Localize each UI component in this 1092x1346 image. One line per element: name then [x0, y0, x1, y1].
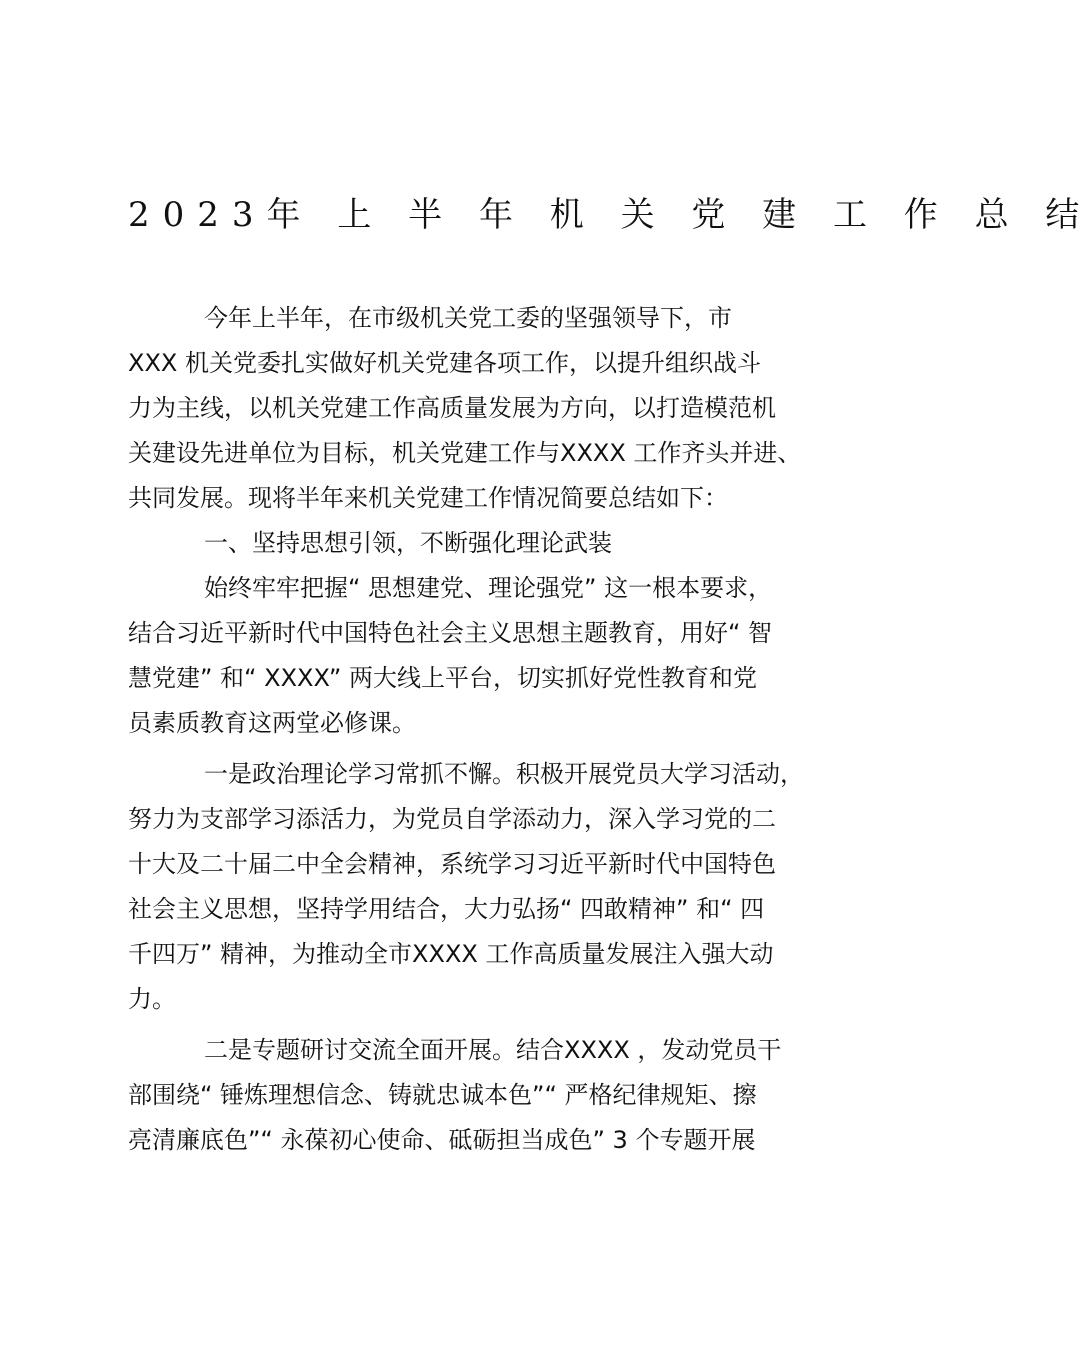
text-line: XXX 机关党委扎实做好机关党建各项工作，以提升组织战斗 — [128, 349, 761, 377]
text-line: 始终牢牢把握“ 思想建党、理论强党” 这一根本要求， — [204, 574, 773, 602]
paragraph-section1-1 — [128, 566, 858, 746]
section-heading — [128, 521, 858, 566]
text-line: 部围绕“ 锤炼理想信念、铸就忠诚本色”“ 严格纪律规矩、擦 — [128, 1081, 757, 1109]
text-line: 力为主线，以机关党建工作高质量发展为方向，以打造模范机 — [128, 394, 776, 422]
text-line: 社会主义思想，坚持学用结合，大力弘扬“ 四敢精神” 和“ 四 — [128, 895, 765, 923]
paragraph-section1-2 — [128, 752, 858, 1022]
text-line: 亮清廉底色”“ 永葆初心使命、砥砺担当成色” 3 个专题开展 — [128, 1126, 756, 1154]
text-line: 十大及二十届二中全会精神，系统学习习近平新时代中国特色 — [128, 850, 776, 878]
text-line: 今年上半年，在市级机关党工委的坚强领导下，市 — [204, 304, 732, 332]
text-line: 结合习近平新时代中国特色社会主义思想主题教育，用好“ 智 — [128, 619, 773, 647]
text-line: 一是政治理论学习常抓不懈。积极开展党员大学习活动， — [204, 760, 804, 788]
text-line: 二是专题研讨交流全面开展。结合XXXX ，发动党员干 — [204, 1036, 782, 1064]
text-line: 员素质教育这两堂必修课。 — [128, 709, 416, 737]
text-line: 一、坚持思想引领，不断强化理论武装 — [204, 529, 612, 557]
text-line: 努力为支部学习添活力，为党员自学添动力，深入学习党的二 — [128, 805, 776, 833]
text-line: 力。 — [128, 985, 176, 1013]
paragraph-intro — [128, 296, 858, 521]
document-title: 2023年 上 半 年 机 关 党 建 工 作 总 结 — [128, 195, 1092, 235]
text-line: 关建设先进单位为目标，机关党建工作与XXXX 工作齐头并进、 — [128, 439, 802, 467]
text-line: 共同发展。现将半年来机关党建工作情况简要总结如下： — [128, 484, 728, 512]
document-body — [128, 296, 858, 1163]
paragraph-section1-3 — [128, 1028, 858, 1163]
text-line: 慧党建” 和“ XXXX” 两大线上平台，切实抓好党性教育和党 — [128, 664, 757, 692]
text-line: 千四万” 精神，为推动全市XXXX 工作高质量发展注入强大动 — [128, 940, 774, 968]
